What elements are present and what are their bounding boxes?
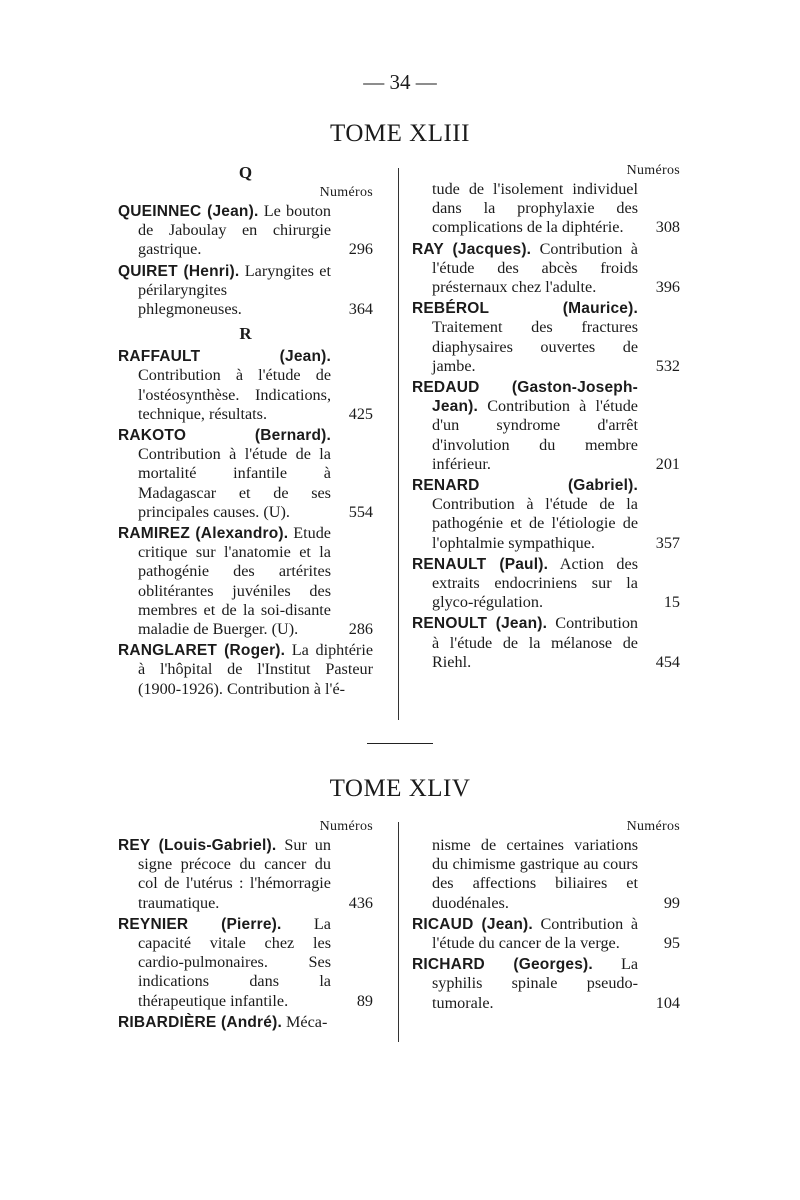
entry-author: RAMIREZ (Alexandro). [118, 525, 289, 543]
entry-author: REDAUD (Gaston-Joseph-Jean). [412, 379, 638, 416]
entry-author: RIBARDIÈRE (André). [118, 1013, 282, 1031]
entry-number: 286 [348, 620, 373, 639]
entry-author: RICAUD (Jean). [412, 915, 533, 933]
entry-title: La capacité vitale chez les cardio-pulmonaires. Ses indications dans la thérapeutique infantile. [138, 914, 331, 1010]
entry-author: QUEINNEC (Jean). [118, 203, 259, 220]
numeros-header: Numéros [319, 185, 373, 200]
entry-author: RANGLARET (Roger). [118, 642, 286, 660]
entry-number: 89 [356, 991, 373, 1010]
entry-author: RAFFAULT (Jean). [118, 348, 331, 366]
entry-number: 99 [663, 893, 680, 912]
entry-author: REBÉROL (Maurice). [412, 300, 638, 318]
index-entry [118, 347, 373, 424]
tome-xliii-title: TOME XLIII [330, 120, 470, 147]
entry-number: 425 [348, 404, 373, 423]
entry-author: RAY (Jacques). [412, 240, 532, 258]
index-entry [118, 915, 373, 1011]
index-entry-continuation [412, 180, 680, 238]
entry-title: Le bouton de Jaboulay en chirurgie gastrique. [138, 202, 332, 259]
index-entry [118, 426, 373, 522]
index-entry [118, 524, 373, 639]
index-entry [118, 836, 373, 913]
entry-author: RENARD (Gabriel). [412, 477, 638, 495]
entry-number: 532 [655, 356, 680, 375]
index-entry [118, 1013, 373, 1032]
entry-title: Action des extraits endocriniens sur la glyco-régulation. [432, 554, 638, 612]
index-entry [412, 955, 680, 1013]
page-number: — 34 — [363, 70, 437, 94]
index-entry [412, 614, 680, 672]
entry-title: Méca- [286, 1012, 328, 1031]
index-entry-continuation [412, 836, 680, 913]
entry-title: Contribution à l'étude de la mortalité infantile à Madagascar et de ses principales causes. (U). [138, 445, 331, 521]
entry-number: 364 [348, 300, 373, 319]
entry-number: 296 [348, 240, 373, 259]
entry-number: 396 [655, 278, 680, 297]
entry-author: QUIRET (Henri). [118, 262, 240, 280]
entry-author: REY (Louis-Gabriel). [118, 837, 277, 854]
index-entry [412, 476, 680, 553]
entry-number: 201 [655, 454, 680, 473]
entry-number: 454 [655, 652, 680, 671]
numeros-header: Numéros [626, 819, 680, 834]
entry-title: Sur un signe précoce du cancer du col de l'utérus : l'hémorragie traumatique. [138, 836, 331, 912]
entry-number: 554 [348, 502, 373, 521]
numeros-header: Numéros [626, 163, 680, 178]
column-divider [398, 168, 399, 720]
entry-title: nisme de certaines variations du chimisme gastrique au cours des affections biliaires et duodénales. [432, 836, 638, 912]
index-entry [118, 202, 373, 260]
section-letter-q: Q [238, 163, 253, 182]
tome-xliv-right-column [412, 818, 680, 1015]
entry-number: 436 [348, 893, 373, 912]
entry-title: Contribution à l'étude des abcès froids présternaux chez l'adulte. [432, 239, 638, 297]
tome-xliii-right-column [412, 162, 680, 674]
section-separator-rule [367, 743, 433, 744]
entry-author: RAKOTO (Bernard). [118, 427, 331, 445]
entry-title: Traitement des fractures diaphysaires ouvertes de jambe. [432, 318, 638, 375]
entry-title: Laryngites et périlaryngites phlegmoneuses. [138, 261, 331, 319]
tome-xliv-title: TOME XLIV [329, 775, 471, 802]
entry-number: 104 [655, 993, 680, 1012]
entry-title: Contribution à l'étude de la mélanose de Riehl. [432, 614, 639, 671]
entry-number: 15 [663, 593, 680, 612]
index-entry [118, 641, 373, 699]
entry-title: Contribution à l'étude de l'ostéosynthèse. Indications, technique, résultats. [138, 366, 331, 423]
numeros-header: Numéros [319, 819, 373, 834]
entry-number: 357 [655, 533, 680, 552]
entry-title: Contribution à l'étude de la pathogénie et de l'étiologie de l'ophtalmie sympathique. [432, 495, 638, 552]
index-entry [412, 299, 680, 376]
section-letter-r: R [239, 324, 252, 344]
entry-author: RENAULT (Paul). [412, 555, 549, 573]
entry-title: Contribution à l'étude d'un syndrome d'arrêt d'involution du membre inférieur. [432, 397, 638, 473]
entry-author: RENOULT (Jean). [412, 615, 548, 633]
index-entry [412, 915, 680, 953]
entry-title: Etude critique sur l'anatomie et la pathogénie des artérites oblitérantes juvéniles des membres et de la soi-disante maladie de Buerger. (U). [138, 524, 331, 639]
entry-author: RICHARD (Georges). [412, 956, 593, 974]
tome-xliv-left-column [118, 818, 373, 1034]
entry-number: 308 [655, 218, 680, 237]
entry-number: 95 [663, 934, 680, 953]
entry-author: REYNIER (Pierre). [118, 915, 282, 933]
entry-title: tude de l'isolement individuel dans la prophylaxie des complications de la diphtérie. [432, 180, 638, 237]
entry-title: Contribution à l'étude du cancer de la verge. [432, 914, 638, 953]
tome-xliii-left-column [118, 162, 373, 701]
index-entry [412, 378, 680, 474]
index-entry [412, 240, 680, 298]
column-divider [398, 822, 399, 1042]
index-entry [412, 555, 680, 613]
entry-title: La diphtérie à l'hôpital de l'Institut Pasteur (1900-1926). Contribution à l'é- [138, 641, 374, 698]
entry-title: La syphilis spinale pseudo-tumorale. [432, 955, 639, 1012]
index-entry [118, 262, 373, 320]
